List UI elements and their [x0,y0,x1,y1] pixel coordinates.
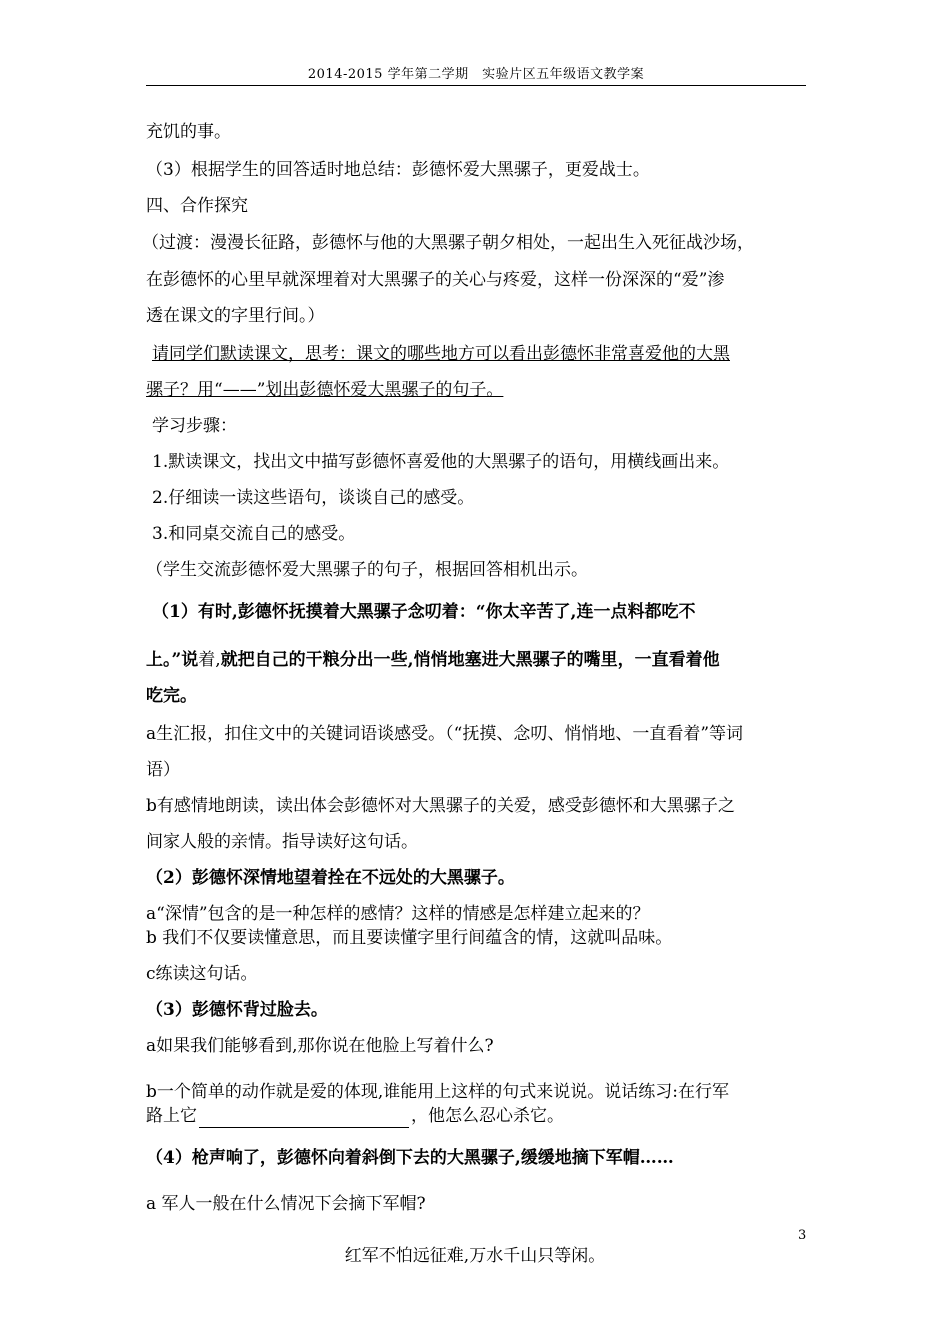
quote-sentence: （1）有时,彭德怀抚摸着大黑骡子念叨着：“你太辛苦了,连一点料都吃不 [152,602,696,622]
exercise-text: 路上它 [146,1106,197,1126]
underlined-task: 请同学们默读课文，思考：课文的哪些地方可以看出彭德怀非常喜爱他的大黑 [152,344,730,364]
section-heading: 四、合作探究 [146,196,248,216]
page-number: 3 [798,1228,807,1243]
paragraph: a生汇报，扣住文中的关键词语谈感受。（“抚摸、念叨、悄悄地、一直看着”等词 [146,724,744,744]
paragraph: 在彭德怀的心里早就深埋着对大黑骡子的关心与疼爱，这样一份深深的“爱”渗 [146,270,725,290]
fill-blank [199,1109,409,1128]
exercise-text: ，他怎么忍心杀它。 [411,1106,564,1126]
quote-part: 上。”说 [146,650,199,670]
underlined-task: 骡子？用“——”划出彭德怀爱大黑骡子的句子。 [146,380,504,400]
paragraph: （过渡：漫漫长征路，彭德怀与他的大黑骡子朝夕相处，一起出生入死征战沙场， [142,233,754,253]
paragraph: a如果我们能够看到,那你说在他脸上写着什么? [146,1036,494,1056]
footer-poem: 红军不怕远征难,万水千山只等闲。 [344,1246,606,1266]
quote-part: 就把自己的干粮分出一些,悄悄地塞进大黑骡子的嘴里，一直看着他 [220,650,720,670]
paragraph: b一个简单的动作就是爱的体现,谁能用上这样的句式来说说。说话练习:在行军 [146,1082,730,1102]
paragraph: b有感情地朗读，读出体会彭德怀对大黑骡子的关爱，感受彭德怀和大黑骡子之 [146,796,735,816]
quote-sentence: 吃完。 [146,686,197,706]
paragraph: （学生交流彭德怀爱大黑骡子的句子，根据回答相机出示。 [146,560,588,580]
paragraph: a“深情”包含的是一种怎样的感情？这样的情感是怎样建立起来的？ [146,904,650,924]
quote-part: 着, [198,650,221,670]
quote-sentence: （3）彭德怀背过脸去。 [146,1000,328,1020]
paragraph: 间家人般的亲情。指导读好这句话。 [146,832,418,852]
paragraph: 语） [146,760,180,780]
fill-in-exercise [146,1104,564,1128]
quote-sentence [146,648,720,672]
quote-sentence: （4）枪声响了，彭德怀向着斜倒下去的大黑骡子,缓缓地摘下军帽…… [146,1148,674,1168]
page-header: 2014-2015 学年第二学期 实验片区五年级语文教学案 [307,67,645,82]
paragraph: 透在课文的字里行间。） [146,306,325,326]
step-item: 2.仔细读一读这些语句，谈谈自己的感受。 [152,488,475,508]
paragraph: （3）根据学生的回答适时地总结：彭德怀爱大黑骡子，更爱战士。 [146,160,650,180]
paragraph: 充饥的事。 [146,122,231,142]
steps-heading: 学习步骤： [152,416,237,436]
paragraph: b 我们不仅要读懂意思，而且要读懂字里行间蕴含的情，这就叫品味。 [146,928,673,948]
step-item: 3.和同桌交流自己的感受。 [152,524,356,544]
header-rule [146,85,806,86]
paragraph: c练读这句话。 [146,964,258,984]
quote-sentence: （2）彭德怀深情地望着拴在不远处的大黑骡子。 [146,868,515,888]
step-item: 1.默读课文，找出文中描写彭德怀喜爱他的大黑骡子的语句，用横线画出来。 [152,452,730,472]
paragraph: a 军人一般在什么情况下会摘下军帽? [146,1194,426,1214]
